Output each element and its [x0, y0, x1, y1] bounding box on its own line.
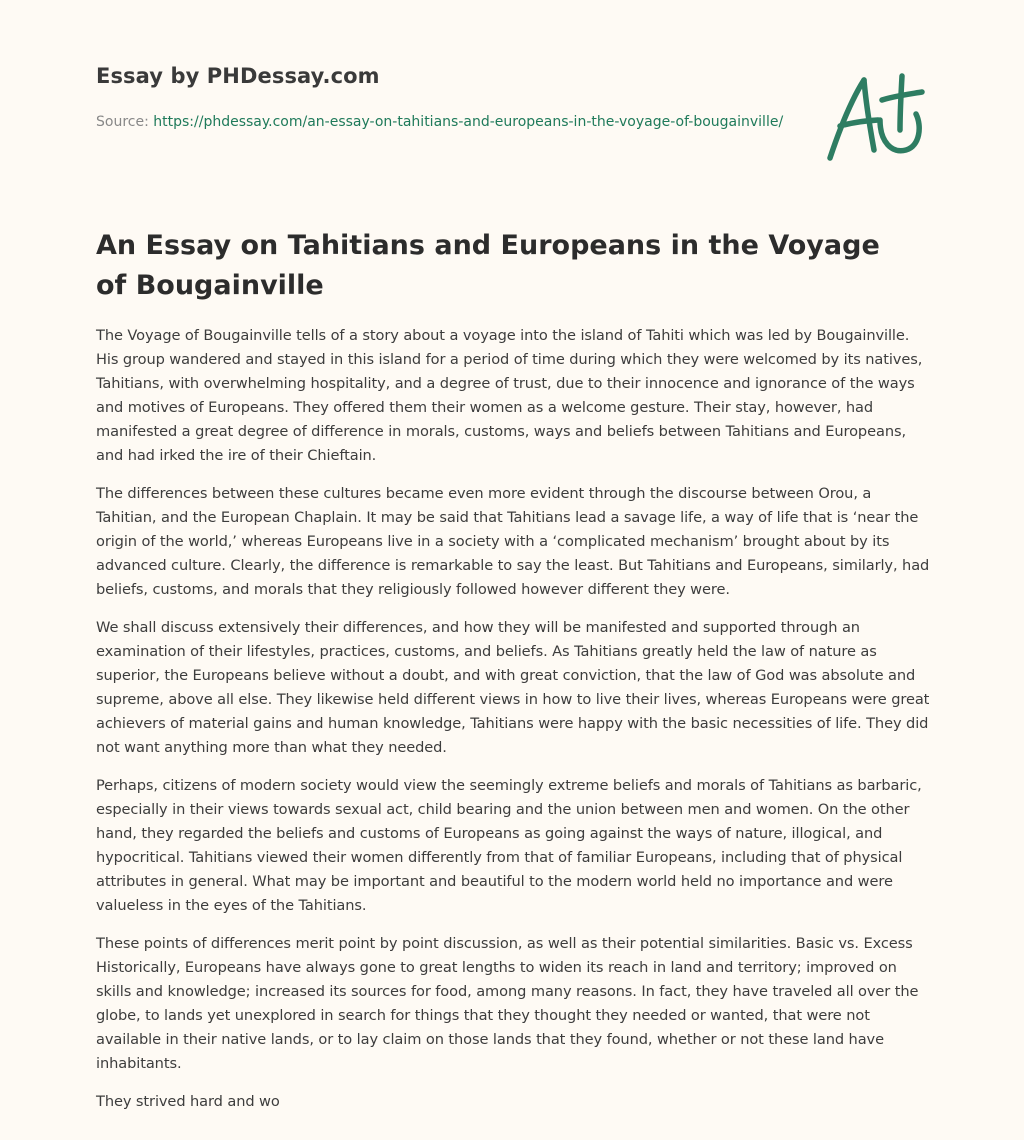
essay-paragraph: Perhaps, citizens of modern society would view the seemingly extreme beliefs and morals of Tahitians as barbaric, especially in their views towards sexual act, child bearing and the union between men and women. On the other hand, they regarded the beliefs and customs of Europeans as going against the ways of nature, illogical, and hypocritical. Tahitians viewed their women differently from that of familiar Europeans, including that of physical attributes in general. What may be important and beautiful to the modern world held no importance and were valueless in the eyes of the Tahitians. [96, 777, 922, 914]
a-plus-logo-icon [822, 68, 930, 168]
source-line [96, 111, 786, 133]
essay-paragraph: The differences between these cultures became even more evident through the discourse between Orou, a Tahitian, and the European Chaplain. It may be said that Tahitians lead a savage life, a way of life that is ‘near the origin of the world,’ whereas Europeans live in a society with a ‘complicated mechanism’ brought about by its advanced culture. Clearly, the difference is remarkable to say the least. But Tahitians and Europeans, similarly, had beliefs, customs, and morals that they religiously followed however different they were. [96, 485, 930, 598]
essay-paragraph-truncated: They strived hard and wo [96, 1093, 280, 1110]
source-label: Source: [96, 114, 154, 130]
site-title: Essay by PHDessay.com [96, 64, 380, 88]
essay-title: An Essay on Tahitians and Europeans in the Voyage of Bougainville [96, 230, 880, 301]
essay-body [96, 324, 932, 1128]
essay-paragraph: We shall discuss extensively their differences, and how they will be manifested and supported through an examination of their lifestyles, practices, customs, and beliefs. As Tahitians greatly held the law of nature as superior, the Europeans believe without a doubt, and with great conviction, that the law of God was absolute and supreme, above all else. They likewise held different views in how to live their lives, whereas Europeans were great achievers of material gains and human knowledge, Tahitians were happy with the basic necessities of life. They did not want anything more than what they needed. [96, 619, 930, 756]
essay-paragraph: These points of differences merit point by point discussion, as well as their potential similarities. Basic vs. Excess Historically, Europeans have always gone to great lengths to widen its reach in land and territory; improved on skills and knowledge; increased its sources for food, among many reasons. In fact, they have traveled all over the globe, to lands yet unexplored in search for things that they thought they needed or wanted, that were not available in their native lands, or to lay claim on those lands that they found, whether or not these land have inhabitants. [96, 935, 919, 1072]
source-link[interactable]: https://phdessay.com/an-essay-on-tahitians-and-europeans-in-the-voyage-of-bougainville/ [153, 114, 784, 130]
essay-paragraph: The Voyage of Bougainville tells of a story about a voyage into the island of Tahiti which was led by Bougainville. His group wandered and stayed in this island for a period of time during which they were welcomed by its natives, Tahitians, with overwhelming hospitality, and a degree of trust, due to their innocence and ignorance of the ways and motives of Europeans. They offered them their women as a welcome gesture. Their stay, however, had manifested a great degree of difference in morals, customs, ways and beliefs between Tahitians and Europeans, and had irked the ire of their Chieftain. [96, 327, 923, 464]
